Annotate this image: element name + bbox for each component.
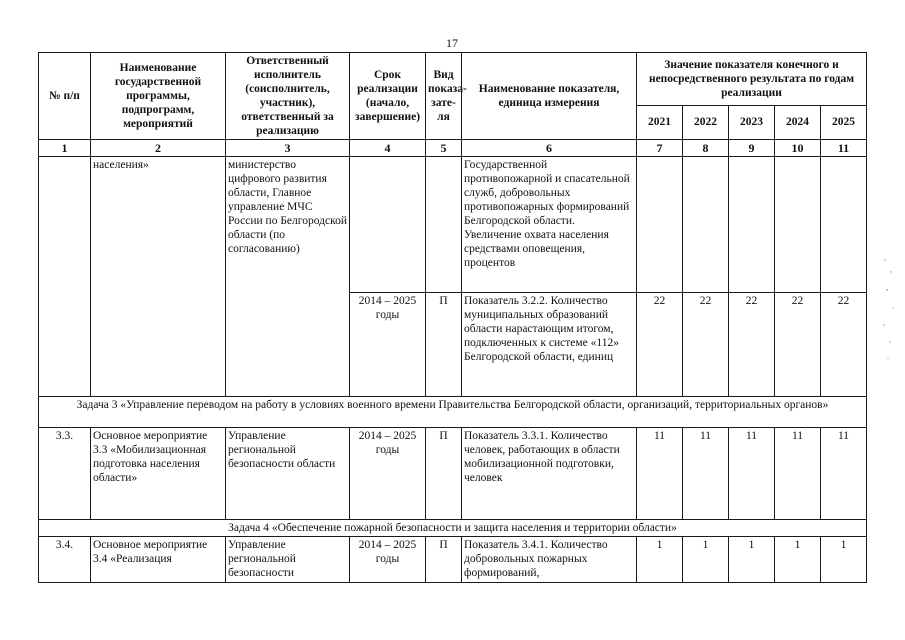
table-row [39, 428, 867, 520]
indicator-value: 1 [637, 537, 683, 583]
header-program-name: Наименование государственной программы, подпрограмм, мероприятий [91, 53, 226, 140]
column-number: 8 [683, 140, 729, 157]
period: 2014 – 2025 годы [350, 428, 426, 520]
indicator-value: 1 [729, 537, 775, 583]
indicator-value [637, 157, 683, 293]
header-indicator-name: Наименование показателя, единица измерения [462, 53, 637, 140]
executor: министерство цифрового развития области, Главное управление МЧС России по Белгородской области (по согласованию) [226, 157, 350, 397]
indicator-value: 1 [775, 537, 821, 583]
indicator-value: 22 [821, 293, 867, 397]
column-number: 9 [729, 140, 775, 157]
indicator-name: Государственной противопожарной и спасательной служб, добровольных противопожарных формирований Белгородской области. Увеличение охвата населения средствами оповещения, процентов [462, 157, 637, 293]
task-title: Задача 3 «Управление переводом на работу в условиях военного времени Правительства Белгородской области, организаций, территориальных органов» [39, 397, 867, 428]
column-number: 3 [226, 140, 350, 157]
indicator-value: 11 [729, 428, 775, 520]
header-period: Срок реализации (начало, завершение) [350, 53, 426, 140]
period: 2014 – 2025 годы [350, 537, 426, 583]
indicator-name: Показатель 3.3.1. Количество человек, работающих в области мобилизационной подготовки, человек [462, 428, 637, 520]
program-table [38, 52, 867, 583]
column-number: 6 [462, 140, 637, 157]
indicator-name: Показатель 3.4.1. Количество добровольных пожарных формирований, [462, 537, 637, 583]
header-year: 2023 [729, 105, 775, 139]
header-number: № п/п [39, 53, 91, 140]
indicator-kind: П [426, 537, 462, 583]
column-number: 4 [350, 140, 426, 157]
indicator-value: 11 [821, 428, 867, 520]
indicator-kind: П [426, 293, 462, 397]
header-year: 2024 [775, 105, 821, 139]
indicator-value [729, 157, 775, 293]
executor: Управление региональной безопасности [226, 537, 350, 583]
row-number: 3.4. [39, 537, 91, 583]
header-executor: Ответственный исполнитель (соисполнитель, участник), ответственный за реализацию [226, 53, 350, 140]
header-year: 2025 [821, 105, 867, 139]
column-number: 11 [821, 140, 867, 157]
program-name: населения» [91, 157, 226, 397]
header-year: 2021 [637, 105, 683, 139]
header-row [39, 53, 867, 106]
period [350, 157, 426, 293]
program-name: Основное мероприятие 3.4 «Реализация [91, 537, 226, 583]
task-row [39, 397, 867, 428]
period: 2014 – 2025 годы [350, 293, 426, 397]
column-number: 5 [426, 140, 462, 157]
indicator-name: Показатель 3.2.2. Количество муниципальных образований области нарастающим итогом, подключенных к системе «112» Белгородской области, единиц [462, 293, 637, 397]
column-number: 2 [91, 140, 226, 157]
indicator-value [775, 157, 821, 293]
task-title: Задача 4 «Обеспечение пожарной безопасности и защита населения и территории области» [39, 520, 867, 537]
table-row [39, 157, 867, 293]
header-year: 2022 [683, 105, 729, 139]
indicator-value: 22 [683, 293, 729, 397]
task-row [39, 520, 867, 537]
column-number: 7 [637, 140, 683, 157]
executor: Управление региональной безопасности области [226, 428, 350, 520]
row-number [39, 157, 91, 397]
column-number: 10 [775, 140, 821, 157]
header-values-group: Значение показателя конечного и непосредственного результата по годам реализации [637, 53, 867, 106]
indicator-value: 22 [637, 293, 683, 397]
header-indicator-kind: Вид показа-зате-ля [426, 53, 462, 140]
indicator-value [683, 157, 729, 293]
page-number: 17 [446, 36, 458, 50]
row-number: 3.3. [39, 428, 91, 520]
indicator-value: 22 [775, 293, 821, 397]
indicator-value: 1 [821, 537, 867, 583]
indicator-value: 22 [729, 293, 775, 397]
indicator-value: 11 [637, 428, 683, 520]
indicator-kind [426, 157, 462, 293]
indicator-kind: П [426, 428, 462, 520]
column-number-row [39, 140, 867, 157]
indicator-value: 11 [683, 428, 729, 520]
program-name: Основное мероприятие 3.3 «Мобилизационная подготовка населения области» [91, 428, 226, 520]
column-number: 1 [39, 140, 91, 157]
indicator-value [821, 157, 867, 293]
indicator-value: 1 [683, 537, 729, 583]
scan-artifact-marks [879, 250, 899, 370]
indicator-value: 11 [775, 428, 821, 520]
table-row [39, 537, 867, 583]
